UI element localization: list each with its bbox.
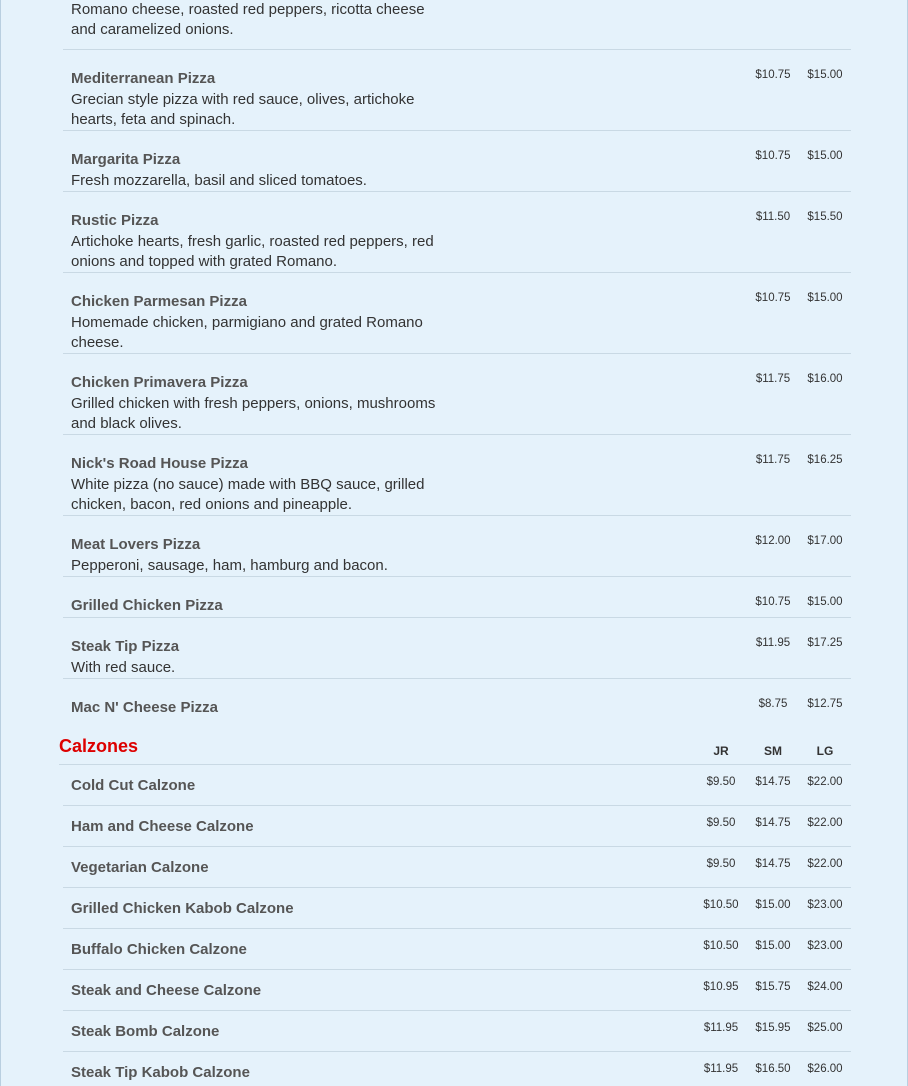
price-sm: $15.75 [755,981,791,993]
item-description: With red sauce. [71,659,176,676]
price-lg: $15.00 [807,292,843,304]
item-name: Mediterranean Pizza [71,70,216,87]
item-name: Chicken Primavera Pizza [71,374,248,391]
price-lg: $16.00 [807,373,843,385]
item-name: Steak Tip Pizza [71,638,180,655]
price-lg: $22.00 [807,858,843,870]
price-lg: $17.00 [807,535,843,547]
item-description: Grecian style pizza with red sauce, olives, artichoke hearts, feta and spinach. [71,91,415,128]
price-lg: $25.00 [807,1022,843,1034]
list-item [63,679,851,720]
price-jr: $10.50 [703,940,739,952]
item-name: Nick's Road House Pizza [71,455,248,472]
price-sm: $10.75 [755,596,791,608]
price-lg: $22.00 [807,817,843,829]
price-sm: $10.75 [755,69,791,81]
price-lg: $16.25 [807,454,843,466]
item-name: Rustic Pizza [71,212,159,229]
section-title: Calzones [59,736,139,756]
item-name: Meat Lovers Pizza [71,536,201,553]
price-lg: $23.00 [807,940,843,952]
price-jr: $11.95 [703,1022,739,1034]
item-description: Grilled chicken with fresh peppers, onions, mushrooms and black olives. [71,395,436,432]
price-lg: $17.25 [807,637,843,649]
price-lg: $23.00 [807,899,843,911]
list-item [63,929,851,970]
price-lg: $15.00 [807,150,843,162]
price-sm: $11.95 [755,637,791,649]
price-sm: $12.00 [755,535,791,547]
price-lg: $24.00 [807,981,843,993]
price-lg: $12.75 [807,698,843,710]
list-item [63,1011,851,1052]
price-lg: $15.00 [807,69,843,81]
column-header-lg: LG [816,744,834,758]
price-sm: $11.75 [755,373,791,385]
item-description: Romano cheese, roasted red peppers, ricotta cheese and caramelized onions. [71,1,425,38]
item-name: Buffalo Chicken Calzone [71,941,247,958]
item-name: Ham and Cheese Calzone [71,818,254,835]
list-item [63,618,851,679]
price-jr: $10.95 [703,981,739,993]
price-lg: $15.00 [807,596,843,608]
item-description: Fresh mozzarella, basil and sliced tomatoes. [71,172,367,189]
list-item [63,1052,851,1086]
item-name: Grilled Chicken Kabob Calzone [71,900,294,917]
list-item [63,0,851,50]
price-sm: $14.75 [755,776,791,788]
price-sm: $15.00 [755,899,791,911]
item-description: Artichoke hearts, fresh garlic, roasted red peppers, red onions and topped with grated Romano. [71,233,434,270]
item-description: Pepperoni, sausage, ham, hamburg and bacon. [71,557,388,574]
item-name: Steak Bomb Calzone [71,1023,220,1040]
list-item [63,354,851,435]
list-item [63,273,851,354]
item-name: Cold Cut Calzone [71,777,196,794]
price-lg: $26.00 [807,1063,843,1075]
price-sm: $14.75 [755,817,791,829]
list-item [63,577,851,618]
list-item [63,192,851,273]
item-name: Grilled Chicken Pizza [71,597,223,614]
item-name: Margarita Pizza [71,151,181,168]
list-item [63,888,851,929]
list-item [63,806,851,847]
price-jr: $9.50 [706,858,736,870]
price-sm: $8.75 [758,698,788,710]
list-item [63,50,851,131]
list-item [63,435,851,516]
price-jr: $10.50 [703,899,739,911]
list-item [63,765,851,806]
list-item [63,516,851,577]
item-name: Mac N' Cheese Pizza [71,699,218,716]
price-sm: $15.00 [755,940,791,952]
price-sm: $11.50 [755,211,791,223]
item-name: Chicken Parmesan Pizza [71,293,247,310]
price-jr: $9.50 [706,776,736,788]
price-sm: $15.95 [755,1022,791,1034]
price-sm: $11.75 [755,454,791,466]
price-sm: $16.50 [755,1063,791,1075]
calzones-header [59,736,851,765]
price-sm: $10.75 [755,292,791,304]
price-sm: $14.75 [755,858,791,870]
item-name: Steak Tip Kabob Calzone [71,1064,250,1081]
column-header-jr: JR [713,744,729,758]
price-jr: $11.95 [703,1063,739,1075]
price-sm: $10.75 [755,150,791,162]
calzone-list [63,765,851,1086]
item-description: Homemade chicken, parmigiano and grated Romano cheese. [71,314,423,351]
list-item [63,970,851,1011]
price-jr: $9.50 [706,817,736,829]
price-lg: $22.00 [807,776,843,788]
list-item [63,131,851,192]
pizza-list [63,0,851,720]
column-header-sm: SM [764,744,782,758]
item-name: Vegetarian Calzone [71,859,209,876]
price-lg: $15.50 [807,211,843,223]
item-description: White pizza (no sauce) made with BBQ sauce, grilled chicken, bacon, red onions and pineapple. [71,476,425,513]
item-name: Steak and Cheese Calzone [71,982,262,999]
list-item [63,847,851,888]
